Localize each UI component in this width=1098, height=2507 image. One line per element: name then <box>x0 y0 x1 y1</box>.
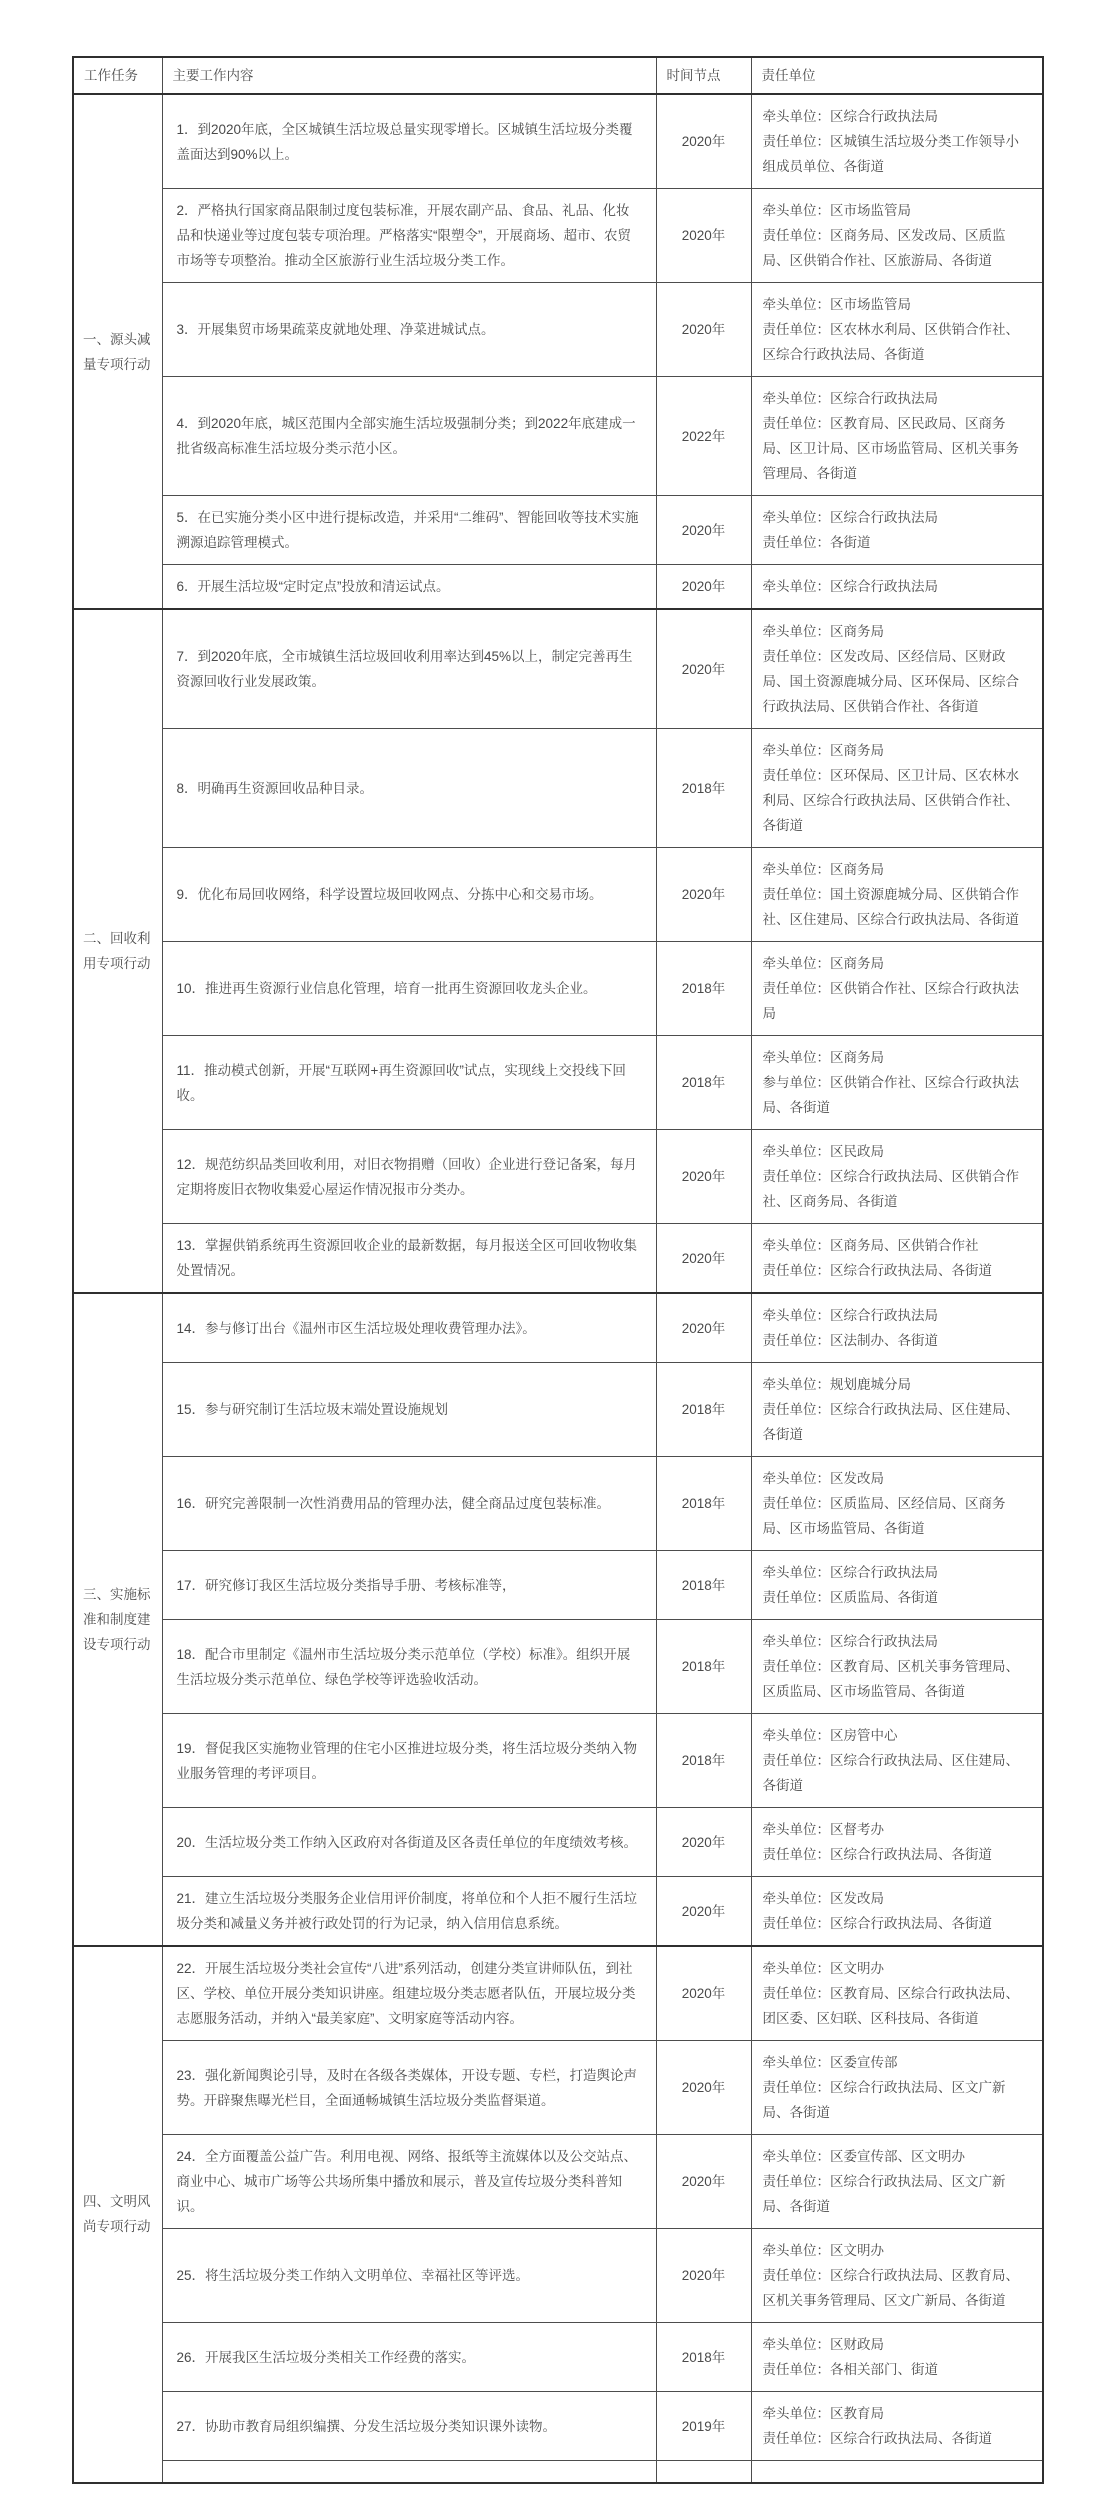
table-row <box>73 1877 1043 1947</box>
resp-cell <box>751 2229 1043 2323</box>
resp-line: 责任单位：区综合行政执法局、各街道 <box>762 2431 992 2446</box>
resp-line: 牵头单位：区商务局 <box>762 862 884 877</box>
resp-line: 牵头单位：区综合行政执法局 <box>762 1308 938 1323</box>
content-cell: 12．规范纺织品类回收利用，对旧衣物捐赠（回收）企业进行登记备案，每月定期将废旧衣物收集爱心屋运作情况报市分类办。 <box>162 1130 656 1224</box>
table-row <box>73 1293 1043 1363</box>
resp-line: 责任单位：区教育局、区民政局、区商务局、区卫计局、区市场监管局、区机关事务管理局、各街道 <box>762 416 1019 481</box>
section-task-label: 一、源头减量专项行动 <box>73 94 162 609</box>
resp-line: 牵头单位：区财政局 <box>762 2337 884 2352</box>
content-cell: 17．研究修订我区生活垃圾分类指导手册、考核标准等， <box>162 1551 656 1620</box>
resp-cell <box>751 1293 1043 1363</box>
work-plan-table <box>72 56 1044 2484</box>
time-cell: 2018年 <box>656 1714 751 1808</box>
resp-line: 牵头单位：区文明办 <box>762 2243 884 2258</box>
table-row <box>73 2392 1043 2461</box>
content-cell: 15．参与研究制订生活垃圾末端处置设施规划 <box>162 1363 656 1457</box>
table-row <box>73 942 1043 1036</box>
header-row <box>73 57 1043 94</box>
resp-cell <box>751 2392 1043 2461</box>
resp-line: 责任单位：区综合行政执法局、各街道 <box>762 1847 992 1862</box>
resp-line: 牵头单位：区市场监管局 <box>762 297 911 312</box>
resp-line: 责任单位：区综合行政执法局、区住建局、各街道 <box>762 1753 1019 1793</box>
time-cell: 2020年 <box>656 1130 751 1224</box>
content-cell: 26．开展我区生活垃圾分类相关工作经费的落实。 <box>162 2323 656 2392</box>
table-row <box>73 2041 1043 2135</box>
resp-line: 责任单位：区综合行政执法局、区文广新局、各街道 <box>762 2080 1006 2120</box>
resp-line: 牵头单位：区督考办 <box>762 1822 884 1837</box>
time-cell: 2020年 <box>656 94 751 189</box>
resp-cell <box>751 94 1043 189</box>
empty-cell <box>751 2461 1043 2483</box>
table-row <box>73 1808 1043 1877</box>
time-cell: 2020年 <box>656 565 751 610</box>
time-cell: 2020年 <box>656 283 751 377</box>
table-row <box>73 848 1043 942</box>
time-cell: 2020年 <box>656 1224 751 1294</box>
resp-line: 牵头单位：区商务局 <box>762 956 884 971</box>
resp-line: 责任单位：区综合行政执法局、各街道 <box>762 1916 992 1931</box>
time-cell: 2020年 <box>656 1877 751 1947</box>
resp-cell <box>751 729 1043 848</box>
content-cell: 27．协助市教育局组织编撰、分发生活垃圾分类知识课外读物。 <box>162 2392 656 2461</box>
table-row <box>73 1130 1043 1224</box>
resp-line: 责任单位：各相关部门、街道 <box>762 2362 938 2377</box>
resp-line: 责任单位：区商务局、区发改局、区质监局、区供销合作社、区旅游局、各街道 <box>762 228 1006 268</box>
col-header-content: 主要工作内容 <box>162 57 656 94</box>
resp-line: 责任单位：区综合行政执法局、区住建局、各街道 <box>762 1402 1019 1442</box>
resp-line: 牵头单位：区商务局 <box>762 624 884 639</box>
resp-line: 牵头单位：区委宣传部 <box>762 2055 898 2070</box>
content-cell: 3．开展集贸市场果疏菜皮就地处理、净菜进城试点。 <box>162 283 656 377</box>
resp-line: 责任单位：区综合行政执法局、区教育局、区机关事务管理局、区文广新局、各街道 <box>762 2268 1019 2308</box>
table-row <box>73 2135 1043 2229</box>
time-cell: 2018年 <box>656 1036 751 1130</box>
resp-line: 责任单位：区综合行政执法局、区文广新局、各街道 <box>762 2174 1006 2214</box>
content-cell: 5．在已实施分类小区中进行提标改造，并采用“二维码”、智能回收等技术实施溯源追踪管理模式。 <box>162 496 656 565</box>
section-task-label: 四、文明风尚专项行动 <box>73 1946 162 2483</box>
table-row <box>73 1036 1043 1130</box>
resp-line: 牵头单位：区市场监管局 <box>762 203 911 218</box>
content-cell: 8．明确再生资源回收品种目录。 <box>162 729 656 848</box>
resp-line: 牵头单位：区文明办 <box>762 1961 884 1976</box>
content-cell: 25．将生活垃圾分类工作纳入文明单位、幸福社区等评选。 <box>162 2229 656 2323</box>
time-cell: 2020年 <box>656 1946 751 2041</box>
content-cell: 7．到2020年底，全市城镇生活垃圾回收利用率达到45%以上，制定完善再生资源回收行业发展政策。 <box>162 609 656 729</box>
resp-line: 责任单位：区环保局、区卫计局、区农林水利局、区综合行政执法局、区供销合作社、各街道 <box>762 768 1019 833</box>
table-row <box>73 189 1043 283</box>
table-row <box>73 609 1043 729</box>
content-cell: 18．配合市里制定《温州市生活垃圾分类示范单位（学校）标准》。组织开展生活垃圾分类示范单位、绿色学校等评选验收活动。 <box>162 1620 656 1714</box>
table-row <box>73 1457 1043 1551</box>
table-row <box>73 94 1043 189</box>
resp-line: 牵头单位：区委宣传部、区文明办 <box>762 2149 965 2164</box>
table-row <box>73 565 1043 610</box>
time-cell: 2020年 <box>656 609 751 729</box>
resp-cell <box>751 1551 1043 1620</box>
resp-cell <box>751 1620 1043 1714</box>
table-row <box>73 1714 1043 1808</box>
resp-cell <box>751 942 1043 1036</box>
resp-cell <box>751 189 1043 283</box>
time-cell: 2018年 <box>656 1363 751 1457</box>
empty-cell <box>656 2461 751 2483</box>
resp-line: 牵头单位：区综合行政执法局 <box>762 109 938 124</box>
table-row <box>73 2323 1043 2392</box>
resp-cell <box>751 1946 1043 2041</box>
table-row <box>73 283 1043 377</box>
resp-line: 责任单位：区综合行政执法局、各街道 <box>762 1263 992 1278</box>
time-cell: 2018年 <box>656 1551 751 1620</box>
content-cell: 20．生活垃圾分类工作纳入区政府对各街道及区各责任单位的年度绩效考核。 <box>162 1808 656 1877</box>
content-cell: 24．全方面覆盖公益广告。利用电视、网络、报纸等主流媒体以及公交站点、商业中心、城市广场等公共场所集中播放和展示，普及宣传垃圾分类科普知识。 <box>162 2135 656 2229</box>
content-cell: 6．开展生活垃圾“定时定点”投放和清运试点。 <box>162 565 656 610</box>
table-row <box>73 729 1043 848</box>
time-cell: 2018年 <box>656 1620 751 1714</box>
resp-cell <box>751 2041 1043 2135</box>
resp-line: 牵头单位：区发改局 <box>762 1471 884 1486</box>
resp-line: 牵头单位：区民政局 <box>762 1144 884 1159</box>
resp-line: 责任单位：区城镇生活垃圾分类工作领导小组成员单位、各街道 <box>762 134 1019 174</box>
resp-line: 责任单位：区质监局、各街道 <box>762 1590 938 1605</box>
table-row <box>73 1946 1043 2041</box>
resp-cell <box>751 2135 1043 2229</box>
resp-cell <box>751 1457 1043 1551</box>
resp-line: 牵头单位：区综合行政执法局 <box>762 510 938 525</box>
resp-line: 牵头单位：区商务局 <box>762 743 884 758</box>
content-cell: 4．到2020年底，城区范围内全部实施生活垃圾强制分类；到2022年底建成一批省级高标准生活垃圾分类示范小区。 <box>162 377 656 496</box>
time-cell: 2018年 <box>656 942 751 1036</box>
resp-line: 牵头单位：区商务局、区供销合作社 <box>762 1238 979 1253</box>
table-row <box>73 1363 1043 1457</box>
resp-cell <box>751 565 1043 610</box>
resp-line: 责任单位：国土资源鹿城分局、区供销合作社、区住建局、区综合行政执法局、各街道 <box>762 887 1019 927</box>
resp-line: 责任单位：区供销合作社、区综合行政执法局 <box>762 981 1019 1021</box>
time-cell: 2018年 <box>656 1457 751 1551</box>
table-row <box>73 1224 1043 1294</box>
table-row <box>73 2229 1043 2323</box>
resp-cell <box>751 377 1043 496</box>
table-row <box>73 377 1043 496</box>
resp-cell <box>751 2323 1043 2392</box>
empty-row <box>73 2461 1043 2483</box>
resp-line: 责任单位：区发改局、区经信局、区财政局、国土资源鹿城分局、区环保局、区综合行政执法局、区供销合作社、各街道 <box>762 649 1019 714</box>
resp-cell <box>751 1877 1043 1947</box>
resp-line: 责任单位：区综合行政执法局、区供销合作社、区商务局、各街道 <box>762 1169 1019 1209</box>
content-cell: 2．严格执行国家商品限制过度包装标准，开展农副产品、食品、礼品、化妆品和快递业等过度包装专项治理。严格落实“限塑令”，开展商场、超市、农贸市场等专项整治。推动全区旅游行业生活垃圾分类工作。 <box>162 189 656 283</box>
section-task-label: 二、回收利用专项行动 <box>73 609 162 1293</box>
resp-line: 责任单位：区质监局、区经信局、区商务局、区市场监管局、各街道 <box>762 1496 1006 1536</box>
time-cell: 2022年 <box>656 377 751 496</box>
content-cell: 14．参与修订出台《温州市区生活垃圾处理收费管理办法》。 <box>162 1293 656 1363</box>
time-cell: 2020年 <box>656 848 751 942</box>
col-header-resp: 责任单位 <box>751 57 1043 94</box>
resp-line: 牵头单位：区发改局 <box>762 1891 884 1906</box>
time-cell: 2020年 <box>656 2135 751 2229</box>
resp-cell <box>751 1224 1043 1294</box>
table-row <box>73 1551 1043 1620</box>
col-header-time: 时间节点 <box>656 57 751 94</box>
resp-line: 牵头单位：规划鹿城分局 <box>762 1377 911 1392</box>
resp-cell <box>751 1036 1043 1130</box>
content-cell: 13．掌握供销系统再生资源回收企业的最新数据，每月报送全区可回收物收集处置情况。 <box>162 1224 656 1294</box>
content-cell: 1．到2020年底，全区城镇生活垃圾总量实现零增长。区城镇生活垃圾分类覆盖面达到90%以上。 <box>162 94 656 189</box>
resp-line: 牵头单位：区综合行政执法局 <box>762 579 938 594</box>
time-cell: 2020年 <box>656 1293 751 1363</box>
resp-cell <box>751 496 1043 565</box>
resp-line: 牵头单位：区综合行政执法局 <box>762 1565 938 1580</box>
content-cell: 16．研究完善限制一次性消费用品的管理办法，健全商品过度包装标准。 <box>162 1457 656 1551</box>
resp-line: 责任单位：区法制办、各街道 <box>762 1333 938 1348</box>
resp-line: 责任单位：各街道 <box>762 535 871 550</box>
empty-cell <box>162 2461 656 2483</box>
time-cell: 2020年 <box>656 2229 751 2323</box>
resp-cell <box>751 1130 1043 1224</box>
time-cell: 2019年 <box>656 2392 751 2461</box>
resp-line: 牵头单位：区综合行政执法局 <box>762 1634 938 1649</box>
content-cell: 22．开展生活垃圾分类社会宣传“八进”系列活动，创建分类宣讲师队伍，到社区、学校、单位开展分类知识讲座。组建垃圾分类志愿者队伍，开展垃圾分类志愿服务活动，并纳入“最美家庭”、文明家庭等活动内容。 <box>162 1946 656 2041</box>
resp-line: 牵头单位：区综合行政执法局 <box>762 391 938 406</box>
time-cell: 2018年 <box>656 729 751 848</box>
content-cell: 11．推动模式创新，开展“互联网+再生资源回收”试点，实现线上交投线下回收。 <box>162 1036 656 1130</box>
resp-line: 牵头单位：区教育局 <box>762 2406 884 2421</box>
section-task-label: 三、实施标准和制度建设专项行动 <box>73 1293 162 1946</box>
resp-line: 牵头单位：区商务局 <box>762 1050 884 1065</box>
resp-line: 责任单位：区农林水利局、区供销合作社、区综合行政执法局、各街道 <box>762 322 1019 362</box>
col-header-task: 工作任务 <box>73 57 162 94</box>
resp-line: 责任单位：区教育局、区机关事务管理局、区质监局、区市场监管局、各街道 <box>762 1659 1019 1699</box>
content-cell: 23．强化新闻舆论引导，及时在各级各类媒体，开设专题、专栏，打造舆论声势。开辟聚焦曝光栏目，全面通畅城镇生活垃圾分类监督渠道。 <box>162 2041 656 2135</box>
time-cell: 2020年 <box>656 189 751 283</box>
resp-cell <box>751 283 1043 377</box>
resp-cell <box>751 1808 1043 1877</box>
table-row <box>73 496 1043 565</box>
content-cell: 19．督促我区实施物业管理的住宅小区推进垃圾分类，将生活垃圾分类纳入物业服务管理的考评项目。 <box>162 1714 656 1808</box>
time-cell: 2020年 <box>656 2041 751 2135</box>
resp-cell <box>751 848 1043 942</box>
resp-cell <box>751 1714 1043 1808</box>
resp-line: 参与单位：区供销合作社、区综合行政执法局、各街道 <box>762 1075 1019 1115</box>
time-cell: 2018年 <box>656 2323 751 2392</box>
table-row <box>73 1620 1043 1714</box>
resp-cell <box>751 609 1043 729</box>
content-cell: 21．建立生活垃圾分类服务企业信用评价制度，将单位和个人拒不履行生活垃圾分类和减量义务并被行政处罚的行为记录，纳入信用信息系统。 <box>162 1877 656 1947</box>
content-cell: 10．推进再生资源行业信息化管理，培育一批再生资源回收龙头企业。 <box>162 942 656 1036</box>
time-cell: 2020年 <box>656 1808 751 1877</box>
time-cell: 2020年 <box>656 496 751 565</box>
resp-cell <box>751 1363 1043 1457</box>
resp-line: 责任单位：区教育局、区综合行政执法局、团区委、区妇联、区科技局、各街道 <box>762 1986 1019 2026</box>
resp-line: 牵头单位：区房管中心 <box>762 1728 898 1743</box>
content-cell: 9．优化布局回收网络，科学设置垃圾回收网点、分拣中心和交易市场。 <box>162 848 656 942</box>
